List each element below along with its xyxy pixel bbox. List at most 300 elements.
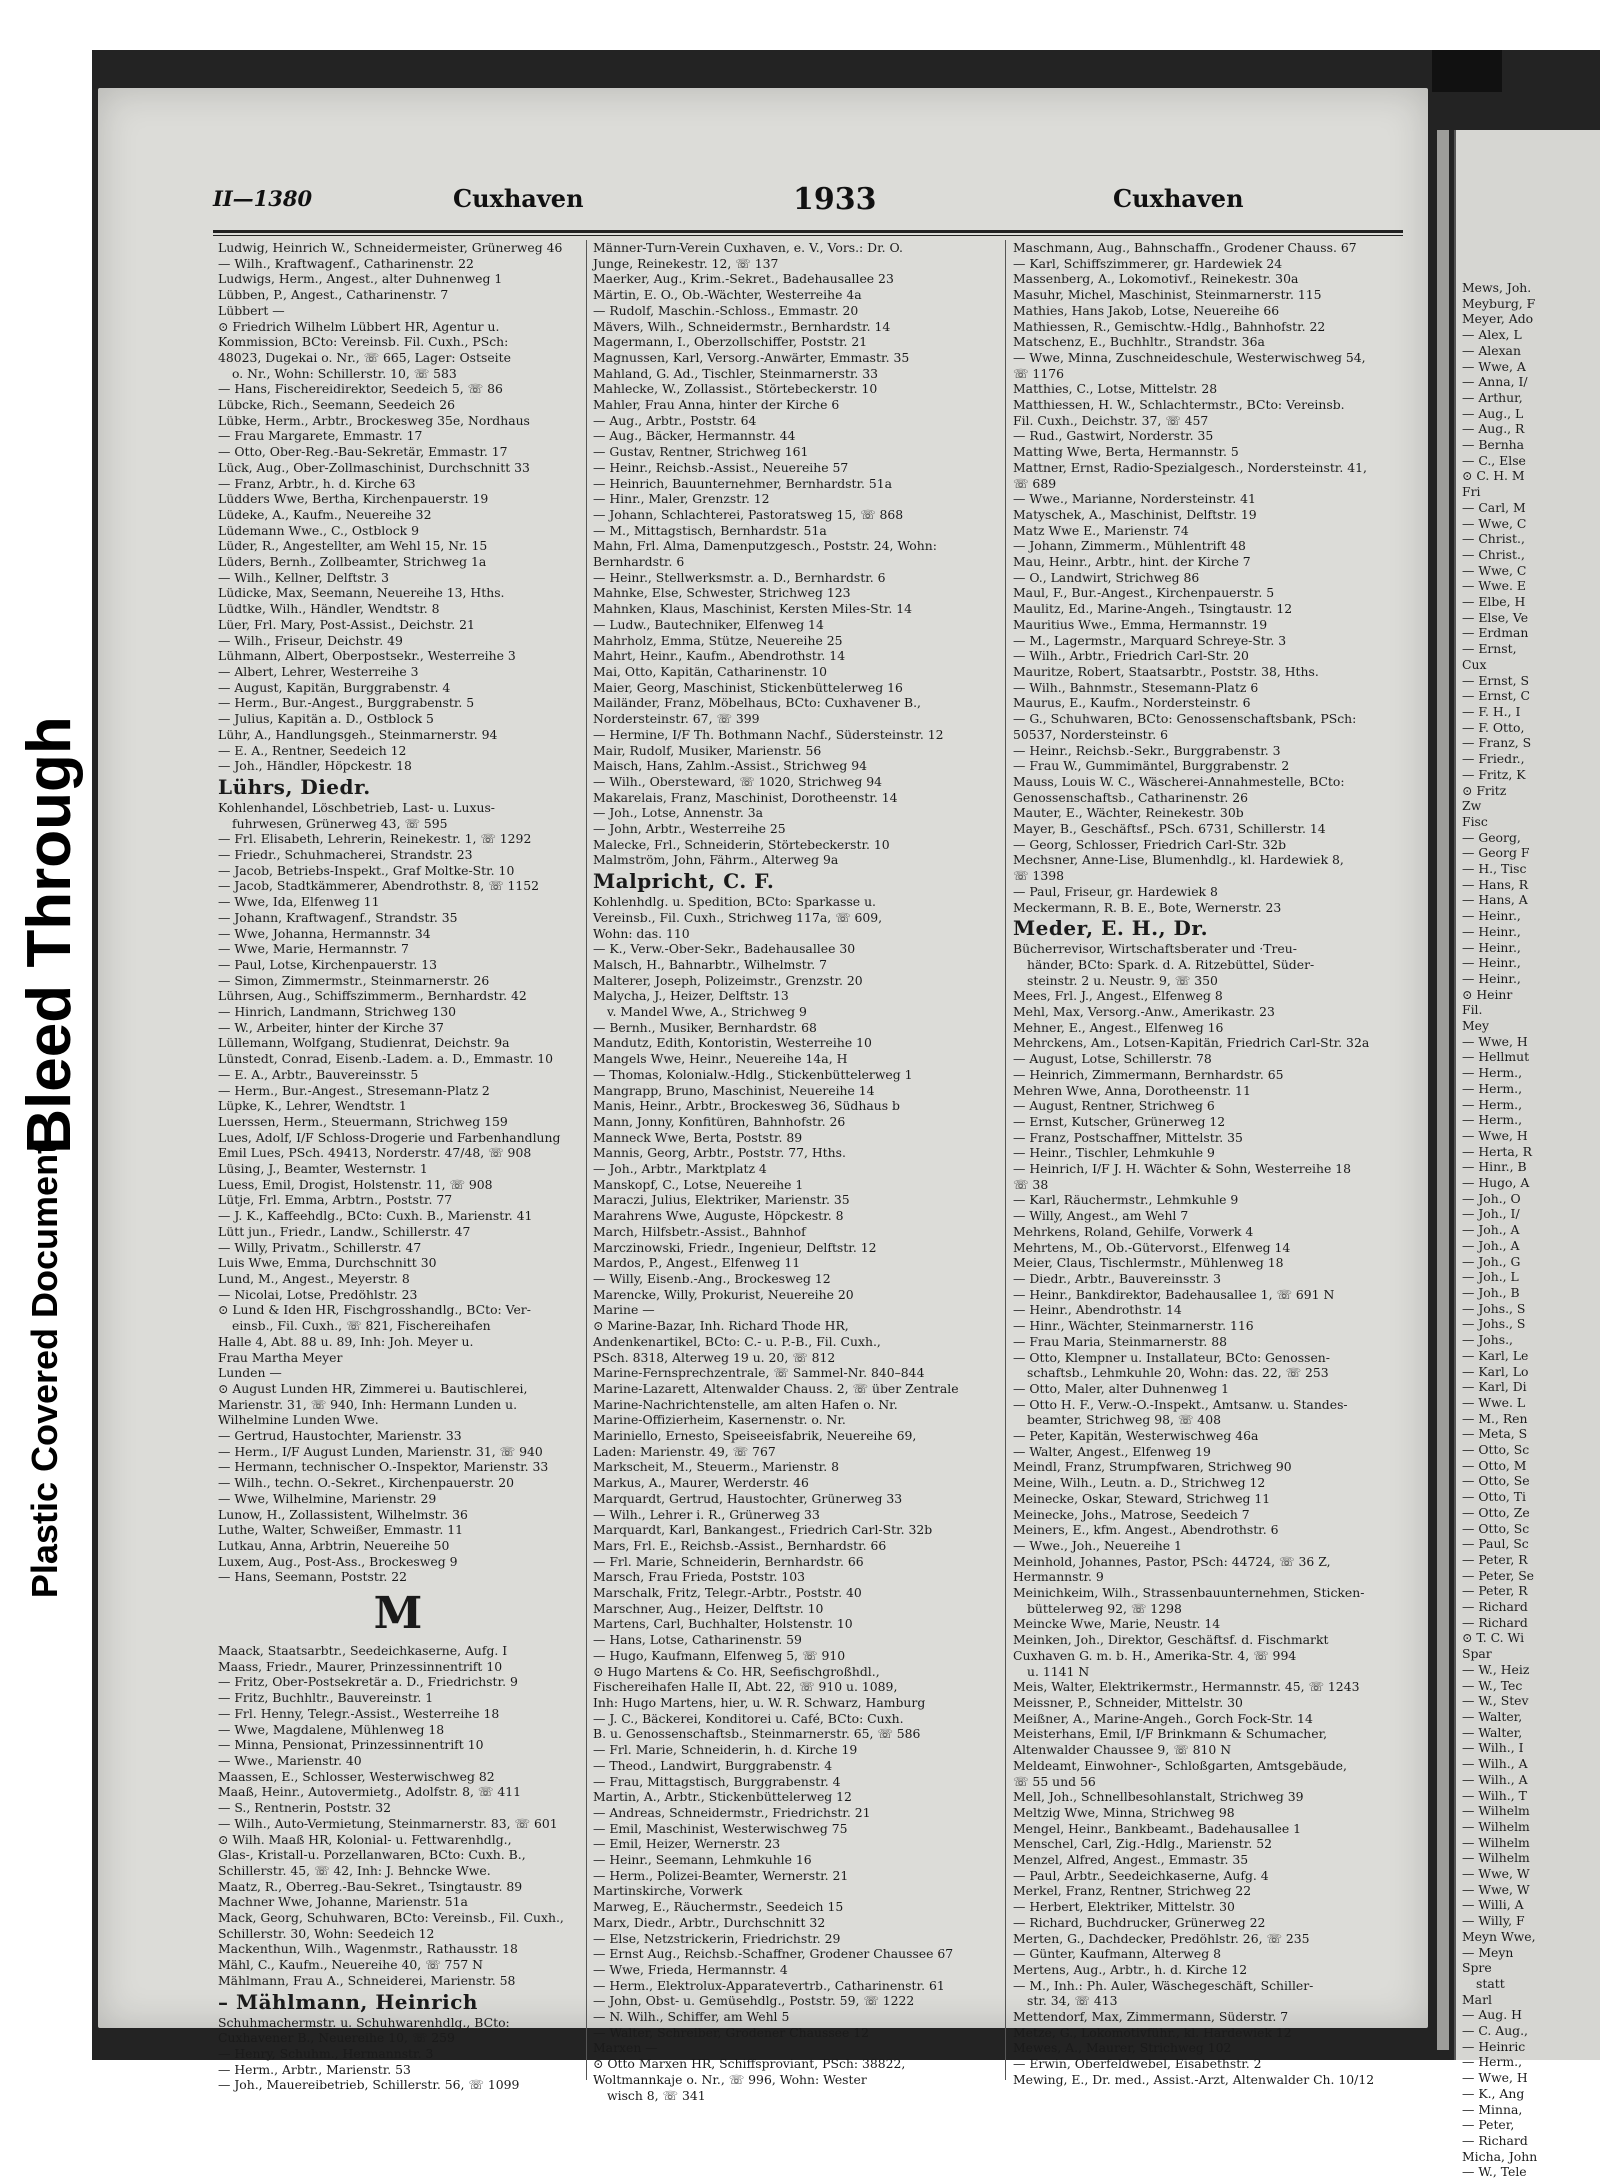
directory-entry: ⊙ Marine-Bazar, Inh. Richard Thode HR,	[593, 1318, 849, 1334]
directory-entry: Lüpke, K., Lehrer, Wendtstr. 1	[218, 1098, 407, 1114]
directory-entry: Mann, Jonny, Konfitüren, Bahnhofstr. 26	[593, 1113, 846, 1129]
directory-entry: — Aug., L	[1462, 405, 1524, 421]
directory-entry: — Joh., B	[1462, 1285, 1520, 1300]
directory-entry: Mariniello, Ernesto, Speiseeisfabrik, Neuereihe 69,	[593, 1428, 917, 1444]
directory-entry: — Bernha	[1462, 437, 1525, 453]
directory-entry: — Otto, Klempner u. Installateur, BCto: Genossen-	[1013, 1349, 1330, 1365]
directory-entry: Mahlecke, W., Zollassist., Störtebeckerstr. 10	[593, 381, 878, 397]
directory-entry: Mangels Wwe, Heinr., Neuereihe 14a, H	[593, 1051, 848, 1067]
directory-entry: — Wwe, H	[1462, 1033, 1528, 1049]
directory-entry: Meckermann, R. B. E., Bote, Wernerstr. 23	[1013, 899, 1282, 915]
directory-entry: — Wwe, H	[1462, 1127, 1528, 1143]
directory-entry: Marxen —	[593, 2040, 658, 2056]
directory-entry: — Heinr.,	[1462, 939, 1521, 955]
directory-entry: Manis, Heinr., Arbtr., Brockesweg 36, Südhaus b	[593, 1098, 900, 1114]
directory-entry: Marine-Nachrichtenstelle, am alten Hafen o. Nr.	[593, 1396, 898, 1412]
directory-entry: Lüdders Wwe, Bertha, Kirchenpauerstr. 19	[218, 491, 489, 507]
directory-entry: Mählmann, Frau A., Schneiderei, Marienstr. 58	[218, 1972, 516, 1988]
directory-entry: Mahland, G. Ad., Tischler, Steinmarnerstr. 33	[593, 365, 879, 381]
directory-entry: — Hinr., Maler, Grenzstr. 12	[593, 491, 770, 507]
directory-entry: — Franz, Arbtr., h. d. Kirche 63	[218, 475, 416, 491]
directory-entry: büttelerweg 92, ☏ 1298	[1027, 1600, 1182, 1616]
directory-entry: Hermannstr. 9	[1013, 1569, 1104, 1585]
directory-entry: — Wilh., techn. O.-Sekret., Kirchenpauerstr. 20	[218, 1475, 515, 1491]
directory-entry: — Willy, Eisenb.-Ang., Brockesweg 12	[593, 1271, 831, 1286]
directory-entry: — Peter, Se	[1462, 1567, 1535, 1583]
directory-entry: — Gertrud, Haustochter, Marienstr. 33	[218, 1428, 462, 1444]
directory-entry: Fri	[1462, 484, 1481, 500]
directory-entry: Bernhardstr. 6	[593, 554, 685, 570]
directory-entry: steinstr. 2 u. Neustr. 9, ☏ 350	[1027, 972, 1218, 988]
directory-entry: Halle 4, Abt. 88 u. 89, Inh: Joh. Meyer u.	[218, 1333, 474, 1349]
directory-entry: — Alexan	[1462, 342, 1521, 358]
directory-entry: — Christ.,	[1462, 531, 1525, 547]
directory-entry: Maurus, E., Kaufm., Nordersteinstr. 6	[1013, 695, 1251, 711]
directory-entry: — Otto, Ober-Reg.-Bau-Sekretär, Emmastr. 17	[218, 444, 508, 460]
directory-entry: Mahnke, Else, Schwester, Strichweg 123	[593, 585, 851, 601]
directory-entry: 50537, Nordersteinstr. 6	[1013, 726, 1168, 742]
directory-entry: — F. H., I	[1462, 703, 1521, 719]
directory-entry: — Wwe, Frieda, Hermannstr. 4	[593, 1961, 788, 1977]
directory-entry: Altenwalder Chaussee 9, ☏ 810 N	[1013, 1742, 1232, 1758]
bleed-through-label: Bleed Through	[15, 716, 84, 1154]
directory-entry: ⊙ August Lunden HR, Zimmerei u. Bautischlerei,	[218, 1380, 528, 1396]
directory-entry: — Herm.,	[1462, 2054, 1523, 2070]
directory-entry: Meinecke, Oskar, Steward, Strichweg 11	[1013, 1490, 1271, 1506]
directory-entry: Matting Wwe, Berta, Hermannstr. 5	[1013, 444, 1239, 460]
directory-entry: — Ernst,	[1462, 641, 1517, 657]
directory-entry: Schuhmachermstr. u. Schuhwarenhdlg., BCto:	[218, 2014, 510, 2030]
directory-entry: Menzel, Alfred, Angest., Emmastr. 35	[1013, 1852, 1249, 1868]
directory-entry: — Wwe. E	[1462, 578, 1526, 594]
column-divider	[1005, 240, 1006, 2080]
directory-entry: Mahrholz, Emma, Stütze, Neuereihe 25	[593, 632, 843, 648]
directory-entry: Matthiessen, H. W., Schlachtermstr., BCto: Vereinsb.	[1013, 397, 1345, 413]
directory-entry: 48023, Dugekai o. Nr., ☏ 665, Lager: Ostseite	[218, 349, 511, 365]
directory-entry: — Joh., I/	[1462, 1206, 1520, 1222]
directory-entry: — H., Tisc	[1462, 861, 1527, 877]
directory-entry: — Joh., Mauereibetrieb, Schillerstr. 56, ☏ 1099	[218, 2077, 520, 2093]
directory-entry: M	[373, 1588, 423, 1640]
directory-entry: Mertens, Aug., Arbtr., h. d. Kirche 12	[1013, 1961, 1248, 1977]
directory-entry: — Herm., Bur.-Angest., Stresemann-Platz 2	[218, 1082, 490, 1098]
directory-entry: — Wilhelm	[1462, 1803, 1530, 1819]
directory-entry: Meincke Wwe, Marie, Neustr. 14	[1013, 1616, 1221, 1632]
directory-entry: Inh: Hugo Martens, hier, u. W. R. Schwarz, Hamburg	[593, 1694, 926, 1710]
directory-entry: — Paul, Arbtr., Seedeichkaserne, Aufg. 4	[1013, 1867, 1269, 1883]
directory-entry: — Heinr., Stellwerksmstr. a. D., Bernhardstr. 6	[593, 569, 886, 585]
directory-entry: Mehren Wwe, Anna, Dorotheenstr. 11	[1013, 1082, 1251, 1098]
directory-entry: — W., Tele	[1462, 2164, 1527, 2180]
directory-entry: — Frl. Marie, Schneiderin, Bernhardstr. 66	[593, 1553, 864, 1569]
directory-entry: Meine, Wilh., Leutn. a. D., Strichweg 12	[1013, 1475, 1266, 1491]
directory-entry: — Franz, S	[1462, 735, 1532, 751]
directory-entry: — Wilh., Auto-Vermietung, Steinmarnerstr. 83, ☏ 601	[218, 1815, 558, 1831]
directory-entry: — Wilh., Kellner, Delftstr. 3	[218, 569, 389, 585]
directory-entry: — Wwe, Magdalene, Mühlenweg 18	[218, 1721, 445, 1737]
directory-entry: — Carl, M	[1462, 499, 1526, 515]
directory-entry: — Joh., A	[1462, 1237, 1520, 1253]
directory-entry: — Otto, Maler, alter Duhnenweg 1	[1013, 1380, 1229, 1396]
directory-entry: — Hans, Lotse, Catharinenstr. 59	[593, 1632, 802, 1648]
directory-entry: Luess, Emil, Drogist, Holstenstr. 11, ☏ 908	[218, 1176, 493, 1192]
directory-entry: Martin, A., Arbtr., Stickenbüttelerweg 12	[593, 1789, 852, 1805]
directory-entry: ☏ 689	[1013, 475, 1057, 491]
directory-entry: — Friedr.,	[1462, 751, 1525, 767]
directory-entry: Mauss, Louis W. C., Wäscherei-Annahmestelle, BCto:	[1013, 773, 1345, 789]
directory-entry: statt	[1476, 1975, 1505, 1991]
directory-entry: — J. K., Kaffeehdlg., BCto: Cuxh. B., Marienstr. 41	[218, 1208, 533, 1224]
directory-entry: — E. A., Arbtr., Bauvereinsstr. 5	[218, 1066, 419, 1082]
directory-entry: — Minna, Pensionat, Prinzessinnentrift 10	[218, 1737, 484, 1753]
directory-entry: Luis Wwe, Emma, Durchschnitt 30	[218, 1255, 437, 1271]
directory-entry: — Herta, R	[1462, 1143, 1532, 1159]
directory-entry: — Gustav, Rentner, Strichweg 161	[593, 444, 809, 460]
directory-entry: Marine —	[593, 1302, 655, 1318]
directory-entry: Mahler, Frau Anna, hinter der Kirche 6	[593, 397, 840, 413]
directory-entry: Meldeamt, Einwohner-, Schloßgarten, Amtsgebäude,	[1013, 1757, 1347, 1773]
directory-entry: — Bernh., Musiker, Bernhardstr. 68	[593, 1019, 817, 1035]
directory-entry: — Fritz, K	[1462, 766, 1526, 782]
directory-entry: — Ernst, S	[1462, 672, 1529, 688]
directory-entry: Meinhold, Johannes, Pastor, PSch: 44724, ☏ 36 Z,	[1013, 1553, 1331, 1569]
directory-entry: Meinecke, Johs., Matrose, Seedeich 7	[1013, 1506, 1250, 1522]
directory-entry: — Herbert, Elektriker, Mittelstr. 30	[1013, 1899, 1235, 1915]
directory-entry: — Fritz, Buchhltr., Bauvereinstr. 1	[218, 1690, 434, 1706]
column-divider	[586, 240, 587, 2080]
directory-entry: ⊙ Wilh. Maaß HR, Kolonial- u. Fettwarenhdlg.,	[218, 1831, 512, 1847]
directory-entry: — Erwin, Oberfeldwebel, Eisabethstr. 2	[1013, 2056, 1262, 2072]
directory-entry: Mehrkens, Roland, Gehilfe, Vorwerk 4	[1013, 1223, 1254, 1239]
directory-entry: Lührs, Diedr.	[218, 774, 371, 799]
directory-entry: Maul, F., Bur.-Angest., Kirchenpauerstr. 5	[1013, 585, 1275, 601]
directory-entry: Mewes, A., Maurer, Strichweg 102	[1013, 2040, 1232, 2056]
directory-entry: — Albert, Lehrer, Westerreihe 3	[218, 663, 419, 679]
directory-entry: — Wilh., Bahnmstr., Stesemann-Platz 6	[1013, 679, 1259, 695]
directory-entry: beamter, Strichweg 98, ☏ 408	[1027, 1412, 1221, 1428]
directory-entry: — Otto, Ti	[1462, 1489, 1527, 1505]
directory-entry: Meissner, P., Schneider, Mittelstr. 30	[1013, 1694, 1243, 1710]
directory-entry: Marquardt, Karl, Bankangest., Friedrich Carl-Str. 32b	[593, 1522, 933, 1538]
directory-entry: — Johs.,	[1462, 1332, 1513, 1348]
directory-entry: Lüdeke, A., Kaufm., Neuereihe 32	[218, 506, 432, 522]
directory-entry: — Simon, Zimmermstr., Steinmarnerstr. 26	[218, 972, 490, 988]
directory-entry: Lübben, P., Angest., Catharinenstr. 7	[218, 287, 449, 303]
directory-entry: — Johs., S	[1462, 1316, 1526, 1332]
directory-entry: Vereinsb., Fil. Cuxh., Strichweg 117a, ☏ 609,	[593, 909, 883, 925]
directory-entry: — Alex, L	[1462, 327, 1522, 343]
directory-entry: Meiners, E., kfm. Angest., Abendrothstr. 6	[1013, 1522, 1279, 1538]
directory-entry: — Walter,	[1462, 1724, 1523, 1740]
directory-entry: Mailänder, Franz, Möbelhaus, BCto: Cuxhavener B.,	[593, 695, 921, 711]
directory-entry: — Otto, Sc	[1462, 1520, 1530, 1536]
directory-entry: Lüer, Frl. Mary, Post-Assist., Deichstr. 21	[218, 616, 475, 632]
directory-entry: Mauter, E., Wächter, Reinekestr. 30b	[1013, 805, 1244, 821]
directory-entry: Matschenz, E., Buchhltr., Strandstr. 36a	[1013, 334, 1265, 350]
directory-entry: Cux	[1462, 656, 1487, 672]
directory-entry: — Wilhelm	[1462, 1834, 1530, 1850]
directory-entry: Glas-, Kristall-u. Porzellanwaren, BCto: Cuxh. B.,	[218, 1847, 526, 1863]
directory-entry: Wohn: das. 110	[593, 925, 690, 941]
directory-entry: Marx, Diedr., Arbtr., Durchschnitt 32	[593, 1914, 826, 1930]
directory-entry: Mechsner, Anne-Lise, Blumenhdlg., kl. Hardewiek 8,	[1013, 852, 1344, 868]
directory-entry: — Georg F	[1462, 845, 1530, 861]
directory-entry: — Walter, Schreiber, Grodener Chaussee 12	[593, 2024, 870, 2040]
directory-entry: Marine-Offizierheim, Kasernenstr. o. Nr.	[593, 1412, 846, 1428]
directory-entry: — Heinrich, I/F J. H. Wächter & Sohn, Westerreihe 18	[1013, 1161, 1352, 1177]
directory-entry: — M., Ren	[1462, 1410, 1528, 1426]
directory-entry: Maisch, Hans, Zahlm.-Assist., Strichweg 94	[593, 758, 868, 774]
column-2	[593, 240, 993, 2103]
directory-entry: Mandutz, Edith, Kontoristin, Westerreihe 10	[593, 1035, 872, 1051]
directory-entry: — Wwe, C	[1462, 515, 1527, 531]
directory-entry: PSch. 8318, Alterweg 19 u. 20, ☏ 812	[593, 1349, 836, 1365]
directory-entry: — Heinr., Reichsb.-Sekr., Burggrabenstr. 3	[1013, 742, 1281, 758]
directory-entry: Lüdicke, Max, Seemann, Neuereihe 13, Hths.	[218, 585, 505, 601]
directory-entry: Matthies, C., Lotse, Mittelstr. 28	[1013, 381, 1218, 397]
directory-entry: Maulitz, Ed., Marine-Angeh., Tsingtaustr. 12	[1013, 601, 1293, 617]
directory-entry: ⊙ Friedrich Wilhelm Lübbert HR, Agentur u.	[218, 318, 500, 334]
directory-entry: — Heinrich, Zimmermann, Bernhardstr. 65	[1013, 1066, 1284, 1082]
directory-entry: Menschel, Carl, Zig.-Hdlg., Marienstr. 52	[1013, 1836, 1272, 1852]
directory-entry: — Heinr., Seemann, Lehmkuhle 16	[593, 1852, 812, 1868]
directory-entry: — Richard	[1462, 2132, 1528, 2148]
directory-entry: Fisc	[1462, 813, 1488, 829]
directory-entry: Fil. Cuxh., Deichstr. 37, ☏ 457	[1013, 412, 1209, 428]
directory-entry: — Karl, Di	[1462, 1379, 1527, 1395]
directory-entry: — Wilh., I	[1462, 1740, 1524, 1756]
directory-entry: — Herm., Polizei-Beamter, Wernerstr. 21	[593, 1867, 849, 1883]
directory-entry: — Otto, Ze	[1462, 1504, 1530, 1520]
directory-entry: — Anna, I/	[1462, 374, 1528, 390]
directory-entry: — Meta, S	[1462, 1426, 1528, 1442]
directory-entry: Lück, Aug., Ober-Zollmaschinist, Durchschnitt 33	[218, 459, 530, 475]
directory-entry: — Hans, R	[1462, 876, 1529, 892]
directory-entry: Martens, Carl, Buchhalter, Holstenstr. 10	[593, 1616, 853, 1632]
directory-entry: Mai, Otto, Kapitän, Catharinenstr. 10	[593, 663, 828, 679]
directory-entry: Lühmann, Albert, Oberpostsekr., Westerreihe 3	[218, 648, 516, 664]
directory-entry: — W., Tec	[1462, 1677, 1523, 1693]
directory-entry: — Ernst, Kutscher, Grünerweg 12	[1013, 1113, 1226, 1129]
directory-entry: — Erdman	[1462, 625, 1529, 641]
directory-entry: — Wwe, Marie, Hermannstr. 7	[218, 941, 409, 957]
directory-entry: — Ernst Aug., Reichsb.-Schaffner, Grodener Chaussee 67	[593, 1946, 954, 1962]
directory-entry: — Hinr., B	[1462, 1159, 1527, 1175]
directory-entry: — Wilh., A	[1462, 1771, 1528, 1787]
directory-entry: — Nicolai, Lotse, Predöhlstr. 23	[218, 1286, 418, 1302]
directory-entry: — M., Inh.: Ph. Auler, Wäschegeschäft, Schiller-	[1013, 1977, 1314, 1993]
directory-entry: Lunow, H., Zollassistent, Wilhelmstr. 36	[218, 1506, 468, 1522]
directory-entry: Mattner, Ernst, Radio-Spezialgesch., Nordersteinstr. 41,	[1013, 459, 1367, 475]
directory-entry: — Wwe, W	[1462, 1881, 1530, 1897]
directory-entry: Marahrens Wwe, Auguste, Höpckestr. 8	[593, 1208, 844, 1224]
directory-entry: — Joh., L	[1462, 1269, 1519, 1285]
directory-entry: Maass, Friedr., Maurer, Prinzessinnentrift 10	[218, 1658, 503, 1674]
directory-entry: — Aug., R	[1462, 421, 1525, 437]
directory-entry: Ludwig, Heinrich W., Schneidermeister, Grünerweg 46	[218, 240, 563, 255]
directory-entry: Junge, Reinekestr. 12, ☏ 137	[593, 255, 779, 271]
directory-entry: — G., Schuhwaren, BCto: Genossenschaftsbank, PSch:	[1013, 711, 1357, 727]
directory-entry: Bücherrevisor, Wirtschaftsberater und ·Treu-	[1013, 941, 1297, 957]
directory-entry: — Hinr., Wächter, Steinmarnerstr. 116	[1013, 1318, 1254, 1334]
directory-entry: ⊙ Fritz	[1462, 782, 1507, 798]
directory-entry: — Fritz, Ober-Postsekretär a. D., Friedrichstr. 9	[218, 1674, 518, 1690]
directory-entry: — Herm., Arbtr., Marienstr. 53	[218, 2061, 411, 2077]
directory-entry: — Willy, F	[1462, 1913, 1525, 1929]
directory-entry: — Wwe, Ida, Elfenweg 11	[218, 894, 380, 910]
page-number: II—1380	[213, 186, 313, 211]
directory-entry: Andenkenartikel, BCto: C.- u. P.-B., Fil. Cuxh.,	[593, 1333, 881, 1349]
stamp-area	[0, 560, 90, 1660]
directory-entry: — Hermann, technischer O.-Inspektor, Marienstr. 33	[218, 1459, 549, 1475]
directory-entry: — Herm., Elektrolux-Apparatevertrb., Catharinenstr. 61	[593, 1977, 945, 1993]
directory-entry: Mell, Joh., Schnellbesohlanstalt, Strichweg 39	[1013, 1789, 1304, 1805]
directory-entry: — Andreas, Schneidermstr., Friedrichstr. 21	[593, 1804, 871, 1820]
directory-entry: Meyn Wwe,	[1462, 1928, 1536, 1944]
directory-entry: — Johs., S	[1462, 1300, 1526, 1316]
directory-entry: Lüllemann, Wolfgang, Studienrat, Deichstr. 9a	[218, 1035, 510, 1051]
directory-entry: Lutkau, Anna, Arbtrin, Neuereihe 50	[218, 1537, 450, 1553]
directory-entry: Mathiessen, R., Gemischtw.-Hdlg., Bahnhofstr. 22	[1013, 318, 1326, 334]
directory-entry: — Wilhelm	[1462, 1850, 1530, 1866]
directory-entry: — Ludw., Bautechniker, Elfenweg 14	[593, 616, 824, 632]
directory-entry: ☏ 55 und 56	[1013, 1773, 1096, 1789]
directory-entry: — Herm.,	[1462, 1080, 1523, 1096]
directory-entry: Märtin, E. O., Ob.-Wächter, Westerreihe 4a	[593, 287, 862, 303]
directory-entry: Lunden —	[218, 1365, 282, 1381]
directory-entry: Mathies, Hans Jakob, Lotse, Neuereihe 66	[1013, 302, 1280, 318]
directory-entry: Laden: Marienstr. 49, ☏ 767	[593, 1443, 776, 1459]
directory-entry: schaftsb., Lehmkuhle 20, Wohn: das. 22, ☏ 253	[1027, 1365, 1329, 1381]
directory-entry: — Emil, Heizer, Wernerstr. 23	[593, 1836, 781, 1852]
directory-entry: Maschmann, Aug., Bahnschaffn., Grodener Chauss. 67	[1013, 240, 1357, 255]
directory-entry: — Heinr.,	[1462, 970, 1521, 986]
directory-entry: Makarelais, Franz, Maschinist, Dorotheenstr. 14	[593, 789, 898, 805]
directory-entry: Mars, Frl. E., Reichsb.-Assist., Bernhardstr. 66	[593, 1537, 887, 1553]
directory-entry: — J. C., Bäckerei, Konditorei u. Café, BCto: Cuxh.	[593, 1710, 904, 1726]
directory-entry: — Wwe, Wilhelmine, Marienstr. 29	[218, 1490, 437, 1506]
directory-entry: Woltmannkaje o. Nr., ☏ 996, Wohn: Wester	[593, 2071, 867, 2087]
binder-tab	[1432, 50, 1502, 92]
directory-entry: — Hans, A	[1462, 892, 1528, 908]
directory-entry: Malsch, H., Bahnarbtr., Wilhelmstr. 7	[593, 956, 827, 972]
directory-entry: Mackenthun, Wilh., Wagenmstr., Rathausstr. 18	[218, 1941, 518, 1957]
directory-entry: — Otto, Sc	[1462, 1442, 1530, 1458]
directory-entry: Mau, Heinr., Arbtr., hint. der Kirche 7	[1013, 554, 1251, 570]
directory-entry: ⊙ C. H. M	[1462, 468, 1525, 484]
directory-entry: — Theod., Landwirt, Burggrabenstr. 4	[593, 1757, 833, 1773]
directory-entry: Maaß, Heinr., Autovermietg., Adolfstr. 8, ☏ 411	[218, 1784, 521, 1800]
directory-entry: — Richard	[1462, 1599, 1528, 1615]
directory-entry: Mävers, Wilh., Schneidermstr., Bernhardstr. 14	[593, 318, 891, 334]
directory-entry: — W., Heiz	[1462, 1661, 1530, 1677]
directory-entry: Mannis, Georg, Arbtr., Poststr. 77, Hths.	[593, 1145, 846, 1161]
directory-entry: Mayer, B., Geschäftsf., PSch. 6731, Schillerstr. 14	[1013, 821, 1326, 837]
directory-entry: — Paul, Sc	[1462, 1536, 1529, 1552]
directory-entry: Lübcke, Rich., Seemann, Seedeich 26	[218, 397, 455, 413]
directory-entry: Meinken, Joh., Direktor, Geschäftsf. d. Fischmarkt	[1013, 1632, 1329, 1648]
directory-entry: Marienstr. 31, ☏ 940, Inh: Hermann Lunden u.	[218, 1396, 518, 1412]
directory-entry: — Hans, Seemann, Poststr. 22	[218, 1569, 408, 1585]
directory-entry: — Paul, Friseur, gr. Hardewiek 8	[1013, 883, 1218, 899]
directory-entry: Matz Wwe E., Marienstr. 74	[1013, 522, 1189, 538]
directory-entry: Lüder, R., Angestellter, am Wehl 15, Nr. 15	[218, 538, 488, 554]
column-1	[218, 240, 578, 2093]
directory-entry: Maerker, Aug., Krim.-Sekret., Badehausallee 23	[593, 271, 894, 287]
directory-entry: — Joh., O	[1462, 1190, 1521, 1206]
directory-entry: Zw	[1462, 798, 1482, 814]
directory-entry: händer, BCto: Spark. d. A. Ritzebüttel, Süder-	[1027, 956, 1315, 972]
directory-entry: Kohlenhandel, Löschbetrieb, Last- u. Luxus-	[218, 799, 495, 815]
directory-page	[98, 88, 1428, 2103]
directory-entry: — Georg,	[1462, 829, 1521, 845]
directory-entry: — Elbe, H	[1462, 594, 1526, 610]
directory-entry: — Georg, Schlosser, Friedrich Carl-Str. 32b	[1013, 836, 1287, 852]
directory-entry: Meder, E. H., Dr.	[1013, 916, 1209, 941]
year-title: 1933	[793, 182, 877, 217]
directory-entry: Mair, Rudolf, Musiker, Marienstr. 56	[593, 742, 822, 758]
directory-entry: — John, Arbtr., Westerreihe 25	[593, 821, 786, 837]
directory-entry: Cuxhavener B., Neuereihe 10, ☏ 259	[218, 2030, 455, 2046]
directory-entry: Schillerstr. 45, ☏ 42, Inh: J. Behncke Wwe.	[218, 1862, 491, 1878]
directory-entry: — Hugo, A	[1462, 1175, 1530, 1191]
directory-entry: — Aug., Bäcker, Hermannstr. 44	[593, 428, 796, 444]
directory-entry: — Wilhelm	[1462, 1818, 1530, 1834]
directory-entry: Schillerstr. 30, Wohn: Seedeich 12	[218, 1925, 435, 1941]
directory-entry: Marl	[1462, 1991, 1492, 2007]
directory-entry: str. 34, ☏ 413	[1027, 1993, 1118, 2009]
directory-entry: — Wwe., Joh., Neuereihe 1	[1013, 1537, 1182, 1553]
directory-entry: Lund, M., Angest., Meyerstr. 8	[218, 1271, 410, 1286]
directory-entry: Meißner, A., Marine-Angeh., Gorch Fock-Str. 14	[1013, 1710, 1313, 1726]
directory-entry: — Karl, Schiffszimmerer, gr. Hardewiek 24	[1013, 255, 1283, 271]
directory-entry: Marine-Lazarett, Altenwalder Chauss. 2, ☏ über Zentrale	[593, 1380, 959, 1396]
directory-entry: — Joh., G	[1462, 1253, 1521, 1269]
directory-entry: — Emil, Maschinist, Westerwischweg 75	[593, 1820, 848, 1836]
directory-entry: Malycha, J., Heizer, Delftstr. 13	[593, 988, 789, 1004]
directory-entry: — M., Lagermstr., Marquard Schreye-Str. 3	[1013, 632, 1287, 648]
directory-entry: Mehl, Max, Versorg.-Anw., Amerikastr. 23	[1013, 1004, 1275, 1020]
directory-entry: — Karl, Lo	[1462, 1363, 1529, 1379]
directory-entry: — Wilh., Lehrer i. R., Grünerweg 33	[593, 1506, 820, 1522]
directory-entry: Meisterhans, Emil, I/F Brinkmann & Schumacher,	[1013, 1726, 1328, 1742]
directory-entry: — Wwe, H	[1462, 2070, 1528, 2086]
directory-entry: — Richard	[1462, 1614, 1528, 1630]
directory-entry: Mehrtens, M., Ob.-Gütervorst., Elfenweg 14	[1013, 1239, 1291, 1255]
directory-entry: Martinskirche, Vorwerk	[593, 1883, 743, 1899]
directory-entry: B. u. Genossenschaftsb., Steinmarnerstr. 65, ☏ 586	[593, 1726, 921, 1742]
directory-entry: — Walter, Angest., Elfenweg 19	[1013, 1443, 1211, 1459]
directory-entry: Emil Lues, PSch. 49413, Norderstr. 47/48, ☏ 908	[218, 1145, 532, 1161]
directory-entry: — Aug. H	[1462, 2007, 1522, 2023]
directory-entry: Lüders, Bernh., Zollbeamter, Strichweg 1a	[218, 554, 487, 570]
directory-entry: — Wwe, Johanna, Hermannstr. 34	[218, 925, 431, 941]
directory-entry: — Thomas, Kolonialw.-Hdlg., Stickenbüttelerweg 1	[593, 1066, 913, 1082]
directory-entry: Masuhr, Michel, Maschinist, Steinmarnerstr. 115	[1013, 287, 1322, 303]
directory-entry: ☏ 1398	[1013, 868, 1064, 884]
directory-entry: — Richard, Buchdrucker, Grünerweg 22	[1013, 1914, 1266, 1930]
directory-entry: — Else, Netzstrickerin, Friedrichstr. 29	[593, 1930, 841, 1946]
directory-entry: — Heinr.,	[1462, 908, 1521, 924]
directory-entry: — Joh., Lotse, Annenstr. 3a	[593, 805, 764, 821]
directory-entry: Luthe, Walter, Schweißer, Emmastr. 11	[218, 1522, 463, 1538]
directory-entry: Marweg, E., Räuchermstr., Seedeich 15	[593, 1899, 844, 1915]
directory-entry: — Otto, Se	[1462, 1473, 1530, 1489]
directory-entry: — Wilh., Obersteward, ☏ 1020, Strichweg 94	[593, 773, 883, 789]
directory-entry: — Johann, Schlachterei, Pastoratsweg 15, ☏ 868	[593, 506, 904, 522]
directory-entry: Lührsen, Aug., Schiffszimmerm., Bernhardstr. 42	[218, 988, 527, 1004]
directory-entry: Lütje, Frl. Emma, Arbtrn., Poststr. 77	[218, 1192, 453, 1208]
